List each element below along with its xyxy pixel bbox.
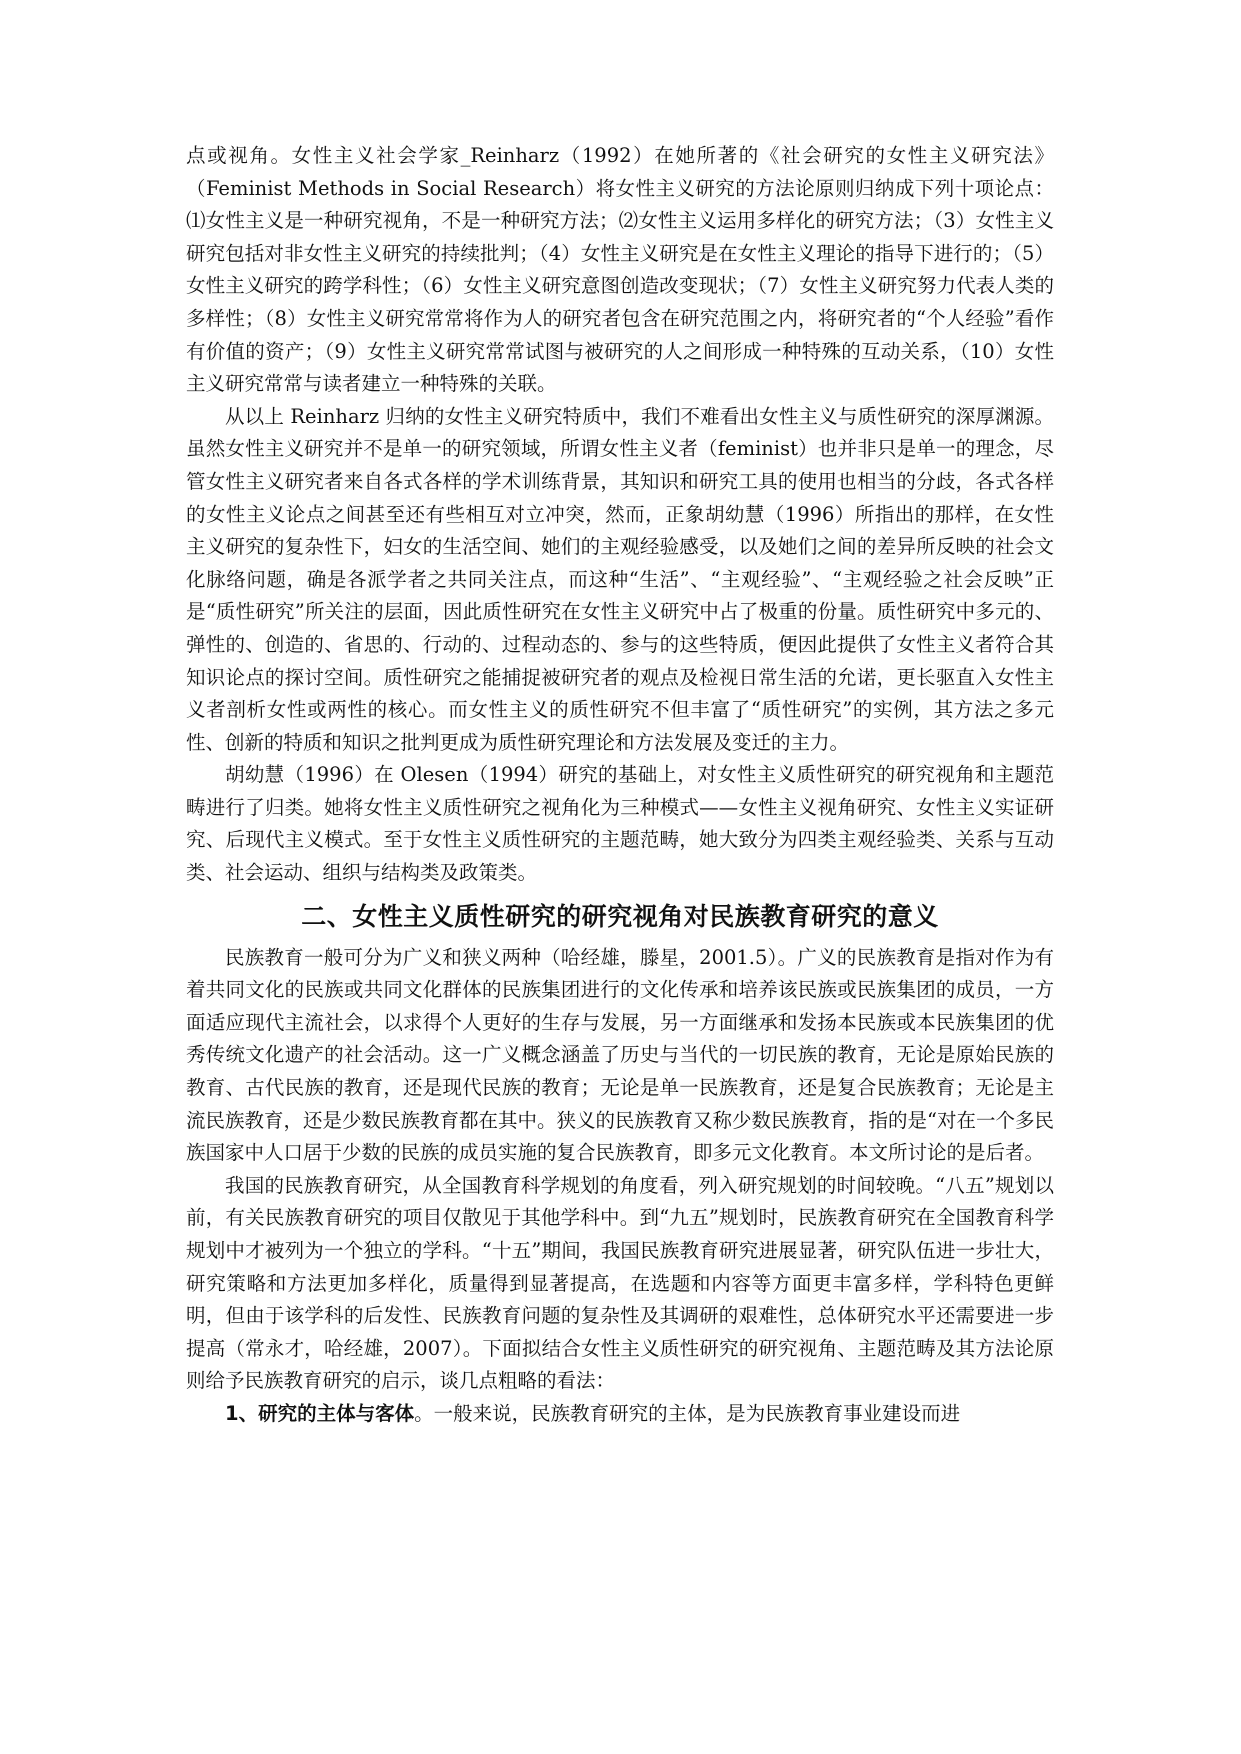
subsection-text: 。一般来说，民族教育研究的主体，是为民族教育事业建设而进	[414, 1401, 961, 1425]
document-page	[186, 140, 1054, 1431]
paragraph-research-subject-object	[186, 1398, 1054, 1431]
paragraph-reinharz-principles: 点或视角。女性主义社会学家_Reinharz（1992）在她所著的《社会研究的女性主义研究法》（Feminist Methods in Social Research）将女性主义研究的方法论原则归纳成下列十项论点：⑴女性主义是一种研究视角，不是一种研究方法；⑵女性主义运用多样化的研究方法；（3）女性主义研究包括对非女性主义研究的持续批判；（4）女性主义研究是在女性主义理论的指导下进行的；（5）女性主义研究的跨学科性；（6）女性主义研究意图创造改变现状；（7）女性主义研究努力代表人类的多样性；（8）女性主义研究常常将作为人的研究者包含在研究范围之内，将研究者的“个人经验”看作有价值的资产；（9）女性主义研究常常试图与被研究的人之间形成一种特殊的互动关系，（10）女性主义研究常常与读者建立一种特殊的关联。	[186, 144, 1054, 396]
paragraph-ethnic-education-definition: 民族教育一般可分为广义和狭义两种（哈经雄，滕星，2001.5）。广义的民族教育是指对作为有着共同文化的民族或共同文化群体的民族集团进行的文化传承和培养该民族或民族集团的成员，一方面适应现代主流社会，以求得个人更好的生存与发展，另一方面继承和发扬本民族或本民族集团的优秀传统文化遗产的社会活动。这一广义概念涵盖了历史与当代的一切民族的教育，无论是原始民族的教育、古代民族的教育，还是现代民族的教育；无论是单一民族教育，还是复合民族教育；无论是主流民族教育，还是少数民族教育都在其中。狭义的民族教育又称少数民族教育，指的是“对在一个多民族国家中人口居于少数的民族的成员实施的复合民族教育，即多元文化教育。本文所讨论的是后者。	[186, 945, 1054, 1165]
paragraph-feminism-qualitative-roots: 从以上 Reinharz 归纳的女性主义研究特质中，我们不难看出女性主义与质性研究的深厚渊源。虽然女性主义研究并不是单一的研究领域，所谓女性主义者（feminist）也并非只是单一的理念，尽管女性主义研究者来自各式各样的学术训练背景，其知识和研究工具的使用也相当的分歧，各式各样的女性主义论点之间甚至还有些相互对立冲突，然而，正象胡幼慧（1996）所指出的那样，在女性主义研究的复杂性下，妇女的生活空间、她们的主观经验感受，以及她们之间的差异所反映的社会文化脉络问题，确是各派学者之共同关注点，而这种“生活”、“主观经验”、“主观经验之社会反映”正是“质性研究”所关注的层面，因此质性研究在女性主义研究中占了极重的份量。质性研究中多元的、弹性的、创造的、省思的、行动的、过程动态的、参与的这些特质，便因此提供了女性主义者符合其知识论点的探讨空间。质性研究之能捕捉被研究者的观点及检视日常生活的允诺，更长驱直入女性主义者剖析女性或两性的核心。而女性主义的质性研究不但丰富了“质性研究”的实例，其方法之多元性、创新的特质和知识之批判更成为质性研究理论和方法发展及变迁的主力。	[186, 404, 1054, 754]
section-heading: 二、女性主义质性研究的研究视角对民族教育研究的意义	[301, 901, 939, 931]
paragraph-hu-youhui-categories: 胡幼慧（1996）在 Olesen（1994）研究的基础上，对女性主义质性研究的研究视角和主题范畴进行了归类。她将女性主义质性研究之视角化为三种模式——女性主义视角研究、女性主义实证研究、后现代主义模式。至于女性主义质性研究的主题范畴，她大致分为四类主观经验类、关系与互动类、社会运动、组织与结构类及政策类。	[186, 763, 1054, 885]
paragraph-ethnic-education-research-history: 我国的民族教育研究，从全国教育科学规划的角度看，列入研究规划的时间较晚。“八五”规划以前，有关民族教育研究的项目仅散见于其他学科中。到“九五”规划时，民族教育研究在全国教育科学规划中才被列为一个独立的学科。“十五”期间，我国民族教育研究进展显著，研究队伍进一步壮大，研究策略和方法更加多样化，质量得到显著提高，在选题和内容等方面更丰富多样，学科特色更鲜明，但由于该学科的后发性、民族教育问题的复杂性及其调研的艰难性，总体研究水平还需要进一步提高（常永才，哈经雄，2007）。下面拟结合女性主义质性研究的研究视角、主题范畴及其方法论原则给予民族教育研究的启示，谈几点粗略的看法：	[186, 1173, 1054, 1393]
subsection-label: 1、研究的主体与客体	[225, 1401, 415, 1425]
